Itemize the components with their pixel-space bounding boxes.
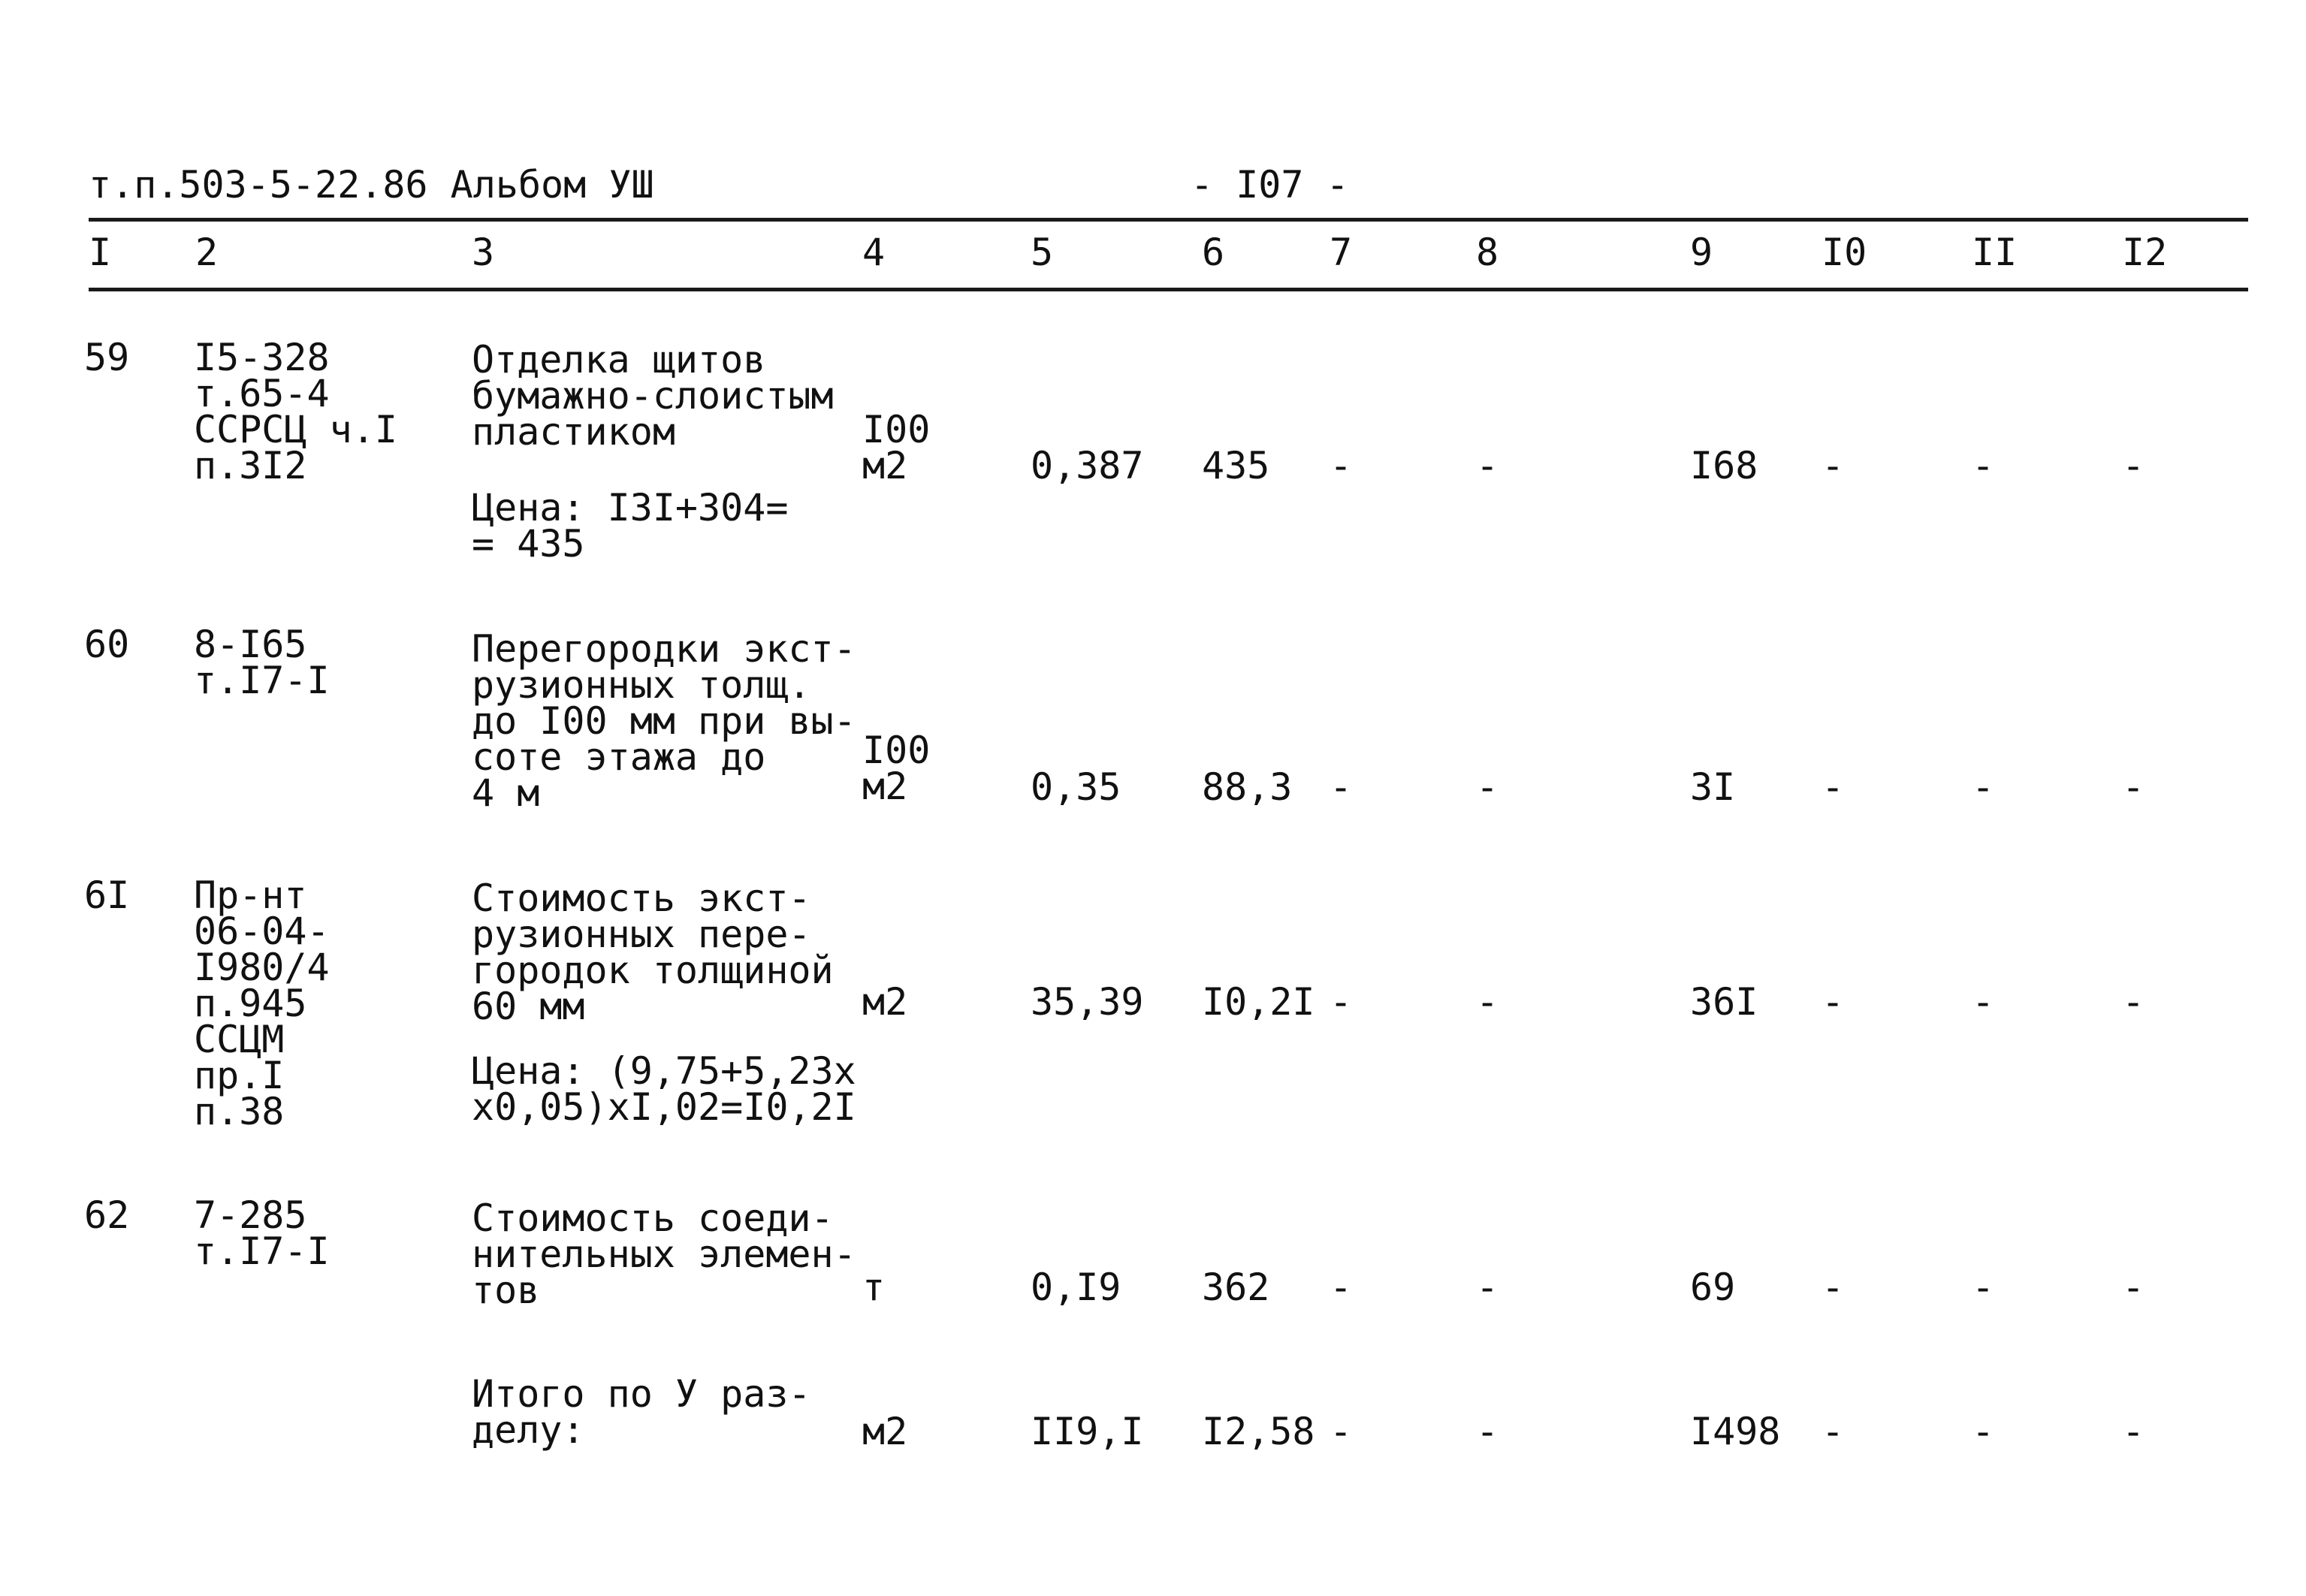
column-number: 5 (1031, 231, 1054, 274)
unit-price: I0,2I (1202, 980, 1315, 1024)
unit-price: 88,3 (1202, 765, 1293, 809)
column-number: I2 (2122, 231, 2168, 274)
unit-price: 435 (1202, 444, 1270, 487)
col8-value: - (1476, 1266, 1499, 1309)
col9-value: I68 (1690, 444, 1758, 487)
header-top-rule (89, 218, 2248, 222)
col9-value: 3I (1690, 765, 1736, 809)
work-description: Стоимость соеди- нительных элемен- тов (472, 1196, 856, 1312)
row-number: 60 (84, 623, 130, 666)
col10-value: - (1822, 980, 1845, 1024)
price-note: Цена: I3I+304= = 435 (472, 486, 789, 566)
quantity: 0,387 (1031, 444, 1144, 487)
total-unit: м2 (862, 1410, 908, 1453)
total-col10-value: - (1822, 1410, 1845, 1453)
total-label: Итого по У раз- делу: (472, 1372, 811, 1452)
quantity: 0,I9 (1031, 1266, 1121, 1309)
page-number: - I07 - (1191, 163, 1349, 207)
col10-value: - (1822, 765, 1845, 809)
col8-value: - (1476, 444, 1499, 487)
column-number: 8 (1476, 231, 1499, 274)
quantity: 35,39 (1031, 980, 1144, 1024)
col11-value: - (1972, 1266, 1995, 1309)
row-number: 59 (84, 336, 130, 379)
col7-value: - (1330, 765, 1353, 809)
col12-value: - (2122, 980, 2145, 1024)
total-col8-value: - (1476, 1410, 1499, 1453)
norm-code: Пр-нт 06-04- I980/4 п.945 ССЦМ пр.I п.38 (194, 873, 330, 1133)
column-number: 9 (1690, 231, 1713, 274)
column-number: 3 (472, 231, 495, 274)
column-number: 2 (195, 231, 219, 274)
column-number: 4 (862, 231, 886, 274)
column-number: I (89, 231, 112, 274)
work-description: Перегородки экст- рузионных толщ. до I00 мм при вы- соте этажа до 4 м (472, 627, 856, 815)
total-col9-value: I498 (1690, 1410, 1781, 1453)
col11-value: - (1972, 444, 1995, 487)
column-number: 7 (1330, 231, 1353, 274)
column-number: II (1972, 231, 2018, 274)
column-number: 6 (1202, 231, 1225, 274)
unit: т (862, 1266, 886, 1309)
col8-value: - (1476, 980, 1499, 1024)
total-col11-value: - (1972, 1410, 1995, 1453)
col9-value: 36I (1690, 980, 1758, 1024)
price-note: Цена: (9,75+5,23х х0,05)хI,02=I0,2I (472, 1049, 856, 1129)
unit: I00 м2 (862, 408, 931, 487)
col11-value: - (1972, 980, 1995, 1024)
norm-code: 7-285 т.I7-I (194, 1193, 330, 1273)
work-description: Стоимость экст- рузионных пере- городок толщиной 60 мм (472, 876, 834, 1028)
col7-value: - (1330, 444, 1353, 487)
col12-value: - (2122, 765, 2145, 809)
total-quantity: II9,I (1031, 1410, 1144, 1453)
total-unit-price: I2,58 (1202, 1410, 1315, 1453)
row-number: 62 (84, 1193, 130, 1237)
header-bottom-rule (89, 288, 2248, 291)
row-number: 6I (84, 873, 130, 917)
column-number: I0 (1822, 231, 1867, 274)
col12-value: - (2122, 1266, 2145, 1309)
unit-price: 362 (1202, 1266, 1270, 1309)
col10-value: - (1822, 444, 1845, 487)
work-description: Отделка щитов бумажно-слоистым пластиком (472, 338, 834, 454)
col12-value: - (2122, 444, 2145, 487)
norm-code: 8-I65 т.I7-I (194, 623, 330, 702)
unit: м2 (862, 980, 908, 1024)
document-reference: т.п.503-5-22.86 Альбом УШ (89, 163, 654, 207)
col7-value: - (1330, 980, 1353, 1024)
col9-value: 69 (1690, 1266, 1736, 1309)
norm-code: I5-328 т.65-4 ССРСЦ ч.I п.3I2 (194, 336, 397, 487)
unit: I00 м2 (862, 729, 931, 808)
col8-value: - (1476, 765, 1499, 809)
col7-value: - (1330, 1266, 1353, 1309)
total-col7-value: - (1330, 1410, 1353, 1453)
col11-value: - (1972, 765, 1995, 809)
col10-value: - (1822, 1266, 1845, 1309)
quantity: 0,35 (1031, 765, 1121, 809)
total-col12-value: - (2122, 1410, 2145, 1453)
